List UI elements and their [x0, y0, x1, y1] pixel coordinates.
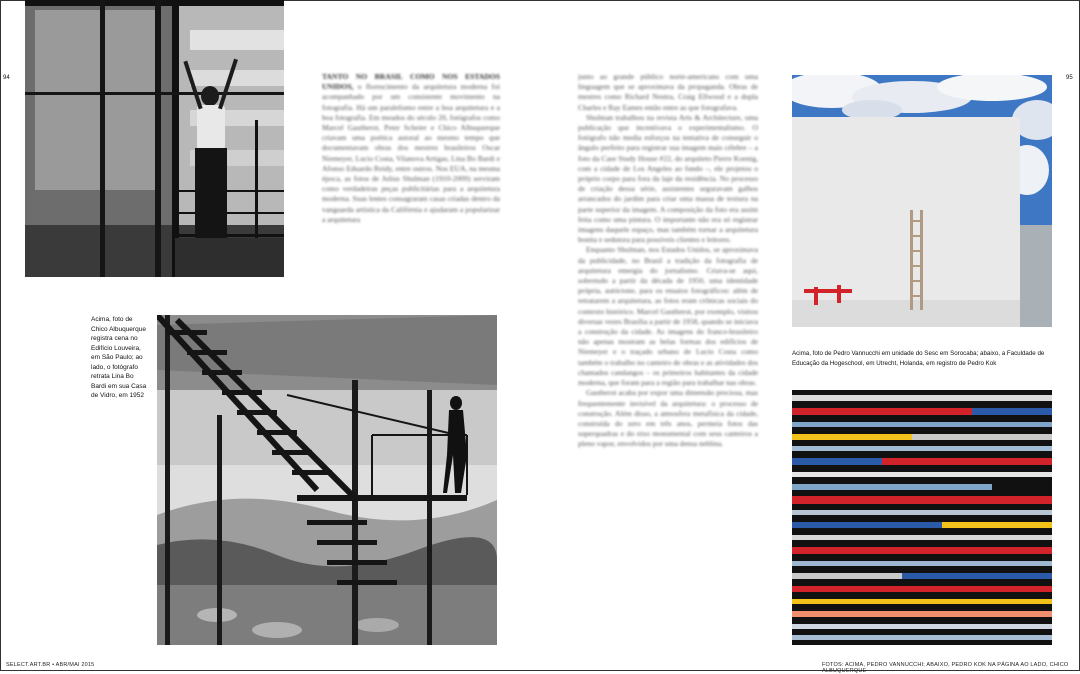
caption-lina-bo-bardi: Acima, foto de Chico Albuquerque registra cena no Edifício Louveira, em São Paulo; ao lado, o fotógrafo retrata Lina Bo Bardi em sua Casa de Vidro, em 1952 — [91, 316, 147, 399]
article-col1-text: o florescimento da arquitetura moderna foi acompanhado por um consistente movimento na fotografia. Há um paralelismo entre a boa arquitetura e a boa fotografia. Em meados do século 20, fotógrafos como Marcel Gautherot, Peter Scheier e Chico Albuquerque criavam uma poética autoral ao mesmo tempo que documentavam obras dos mestres brasileiros Oscar Niemeyer, Lucio Costa, Vilanova Artigas, Lina Bo Bardi e Afonso Eduardo Reidy, entre outros. Nos EUA, na mesma época, as fotos de Julius Shulman (1910-2009) serviram como verdadeiras peças publicitárias para a arquitetura moderna. Suas lentes consagraram casas criadas dentro da vanguarda artística da Califórnia e ajudaram a popularizar a arquitetura — [322, 82, 500, 224]
photo-hogeschool-utrecht — [792, 390, 1052, 645]
page-number-right: 95 — [1066, 75, 1073, 81]
photo-sesc-sorocaba — [792, 75, 1052, 327]
photo-casa-de-vidro — [157, 315, 497, 645]
footer-publication: SELECT.ART.BR • ABR/MAI 2015 — [6, 662, 95, 668]
photo-edificio-louveira — [25, 0, 284, 277]
footer-photo-credits: FOTOS: ACIMA, PEDRO VANNUCCHI; ABAIXO, PEDRO KOK NA PÁGINA AO LADO, CHICO ALBUQUERQUE — [822, 662, 1069, 674]
article-column-2 — [578, 72, 758, 652]
article-paragraph: Enquanto Shulman, nos Estados Unidos, se aproximava da publicidade, no Brasil a tradição da fotografia de arquitetura emergia do jornalismo. Criava-se aqui, sobretudo a partir da década de 1950, uma identidade própria, autóctone, para os ensaios fotográficos: além de retratarem a arquitetura, as fotos eram crônicas sociais do contexto histórico. Marcel Gautherot, por exemplo, visitou diversas vezes Brasília a partir de 1958, quando se iniciava a construção da cidade. As imagens do franco-brasileiro não apenas mostram as belas formas dos edifícios de Niemeyer e o traçado urbano de Lucio Costa como também o trabalho no canteiro de obras e as atividades dos chamados candangos – os primeiros habitantes da cidade moderna, que foram para a região para trabalhar nas obras. — [578, 245, 758, 388]
article-paragraph: junto ao grande público norte-americano com uma linguagem que se aproximava da propaganda. Obras de mestres como Richard Neutra, Craig Ellwood e a dupla Charles e Ray Eames então entre as que fotografava. — [578, 72, 758, 112]
article-paragraph: Shulman trabalhou na revista Arts & Architecture, uma publicação que incentivava o experimentalismo. O fotógrafo não media esforços na tentativa de conseguir o ângulo perfeito para registrar sua imagem mais célebre – a foto da Case Study House #22, do arquiteto Pierre Koenig, com a cidade de Los Angeles ao fundo –, ele projetou o próprio corpo para fora da laje da residência. No processo de criação dessa série, assistentes seguravam galhos arrancados do jardim para criar uma massa de textura na parte superior da imagem. A composição da foto era assim feita como uma pintura. O importante não era só registrar imagens daquele espaço, mas também tornar a arquitetura bonita e sedutora para possíveis clientes e leitores. — [578, 112, 758, 245]
page-number-left: 94 — [3, 75, 10, 81]
article-lead: TANTO NO BRASIL COMO NOS ESTADOS UNIDOS, — [322, 72, 500, 92]
article-paragraph: Gautherot acaba por expor uma dimensão preciosa, mas frequentemente invisível da arquitetura: o processo de construção. Além disso, a atmosfera metafísica da cidade, construída do zero em três anos, permeia fotos das superquadras e do eixo monumental com seus canteiros a pleno vapor, envolvidos por uma densa neblina. — [578, 388, 758, 449]
article-column-1 — [322, 72, 500, 287]
caption-sesc-sorocaba: Acima, foto de Pedro Vannucchi em unidade do Sesc em Sorocaba; abaixo, a Faculdade de Educação da Hogeschool, em Utrecht, Holanda, em registro de Pedro Kok — [792, 350, 1045, 367]
